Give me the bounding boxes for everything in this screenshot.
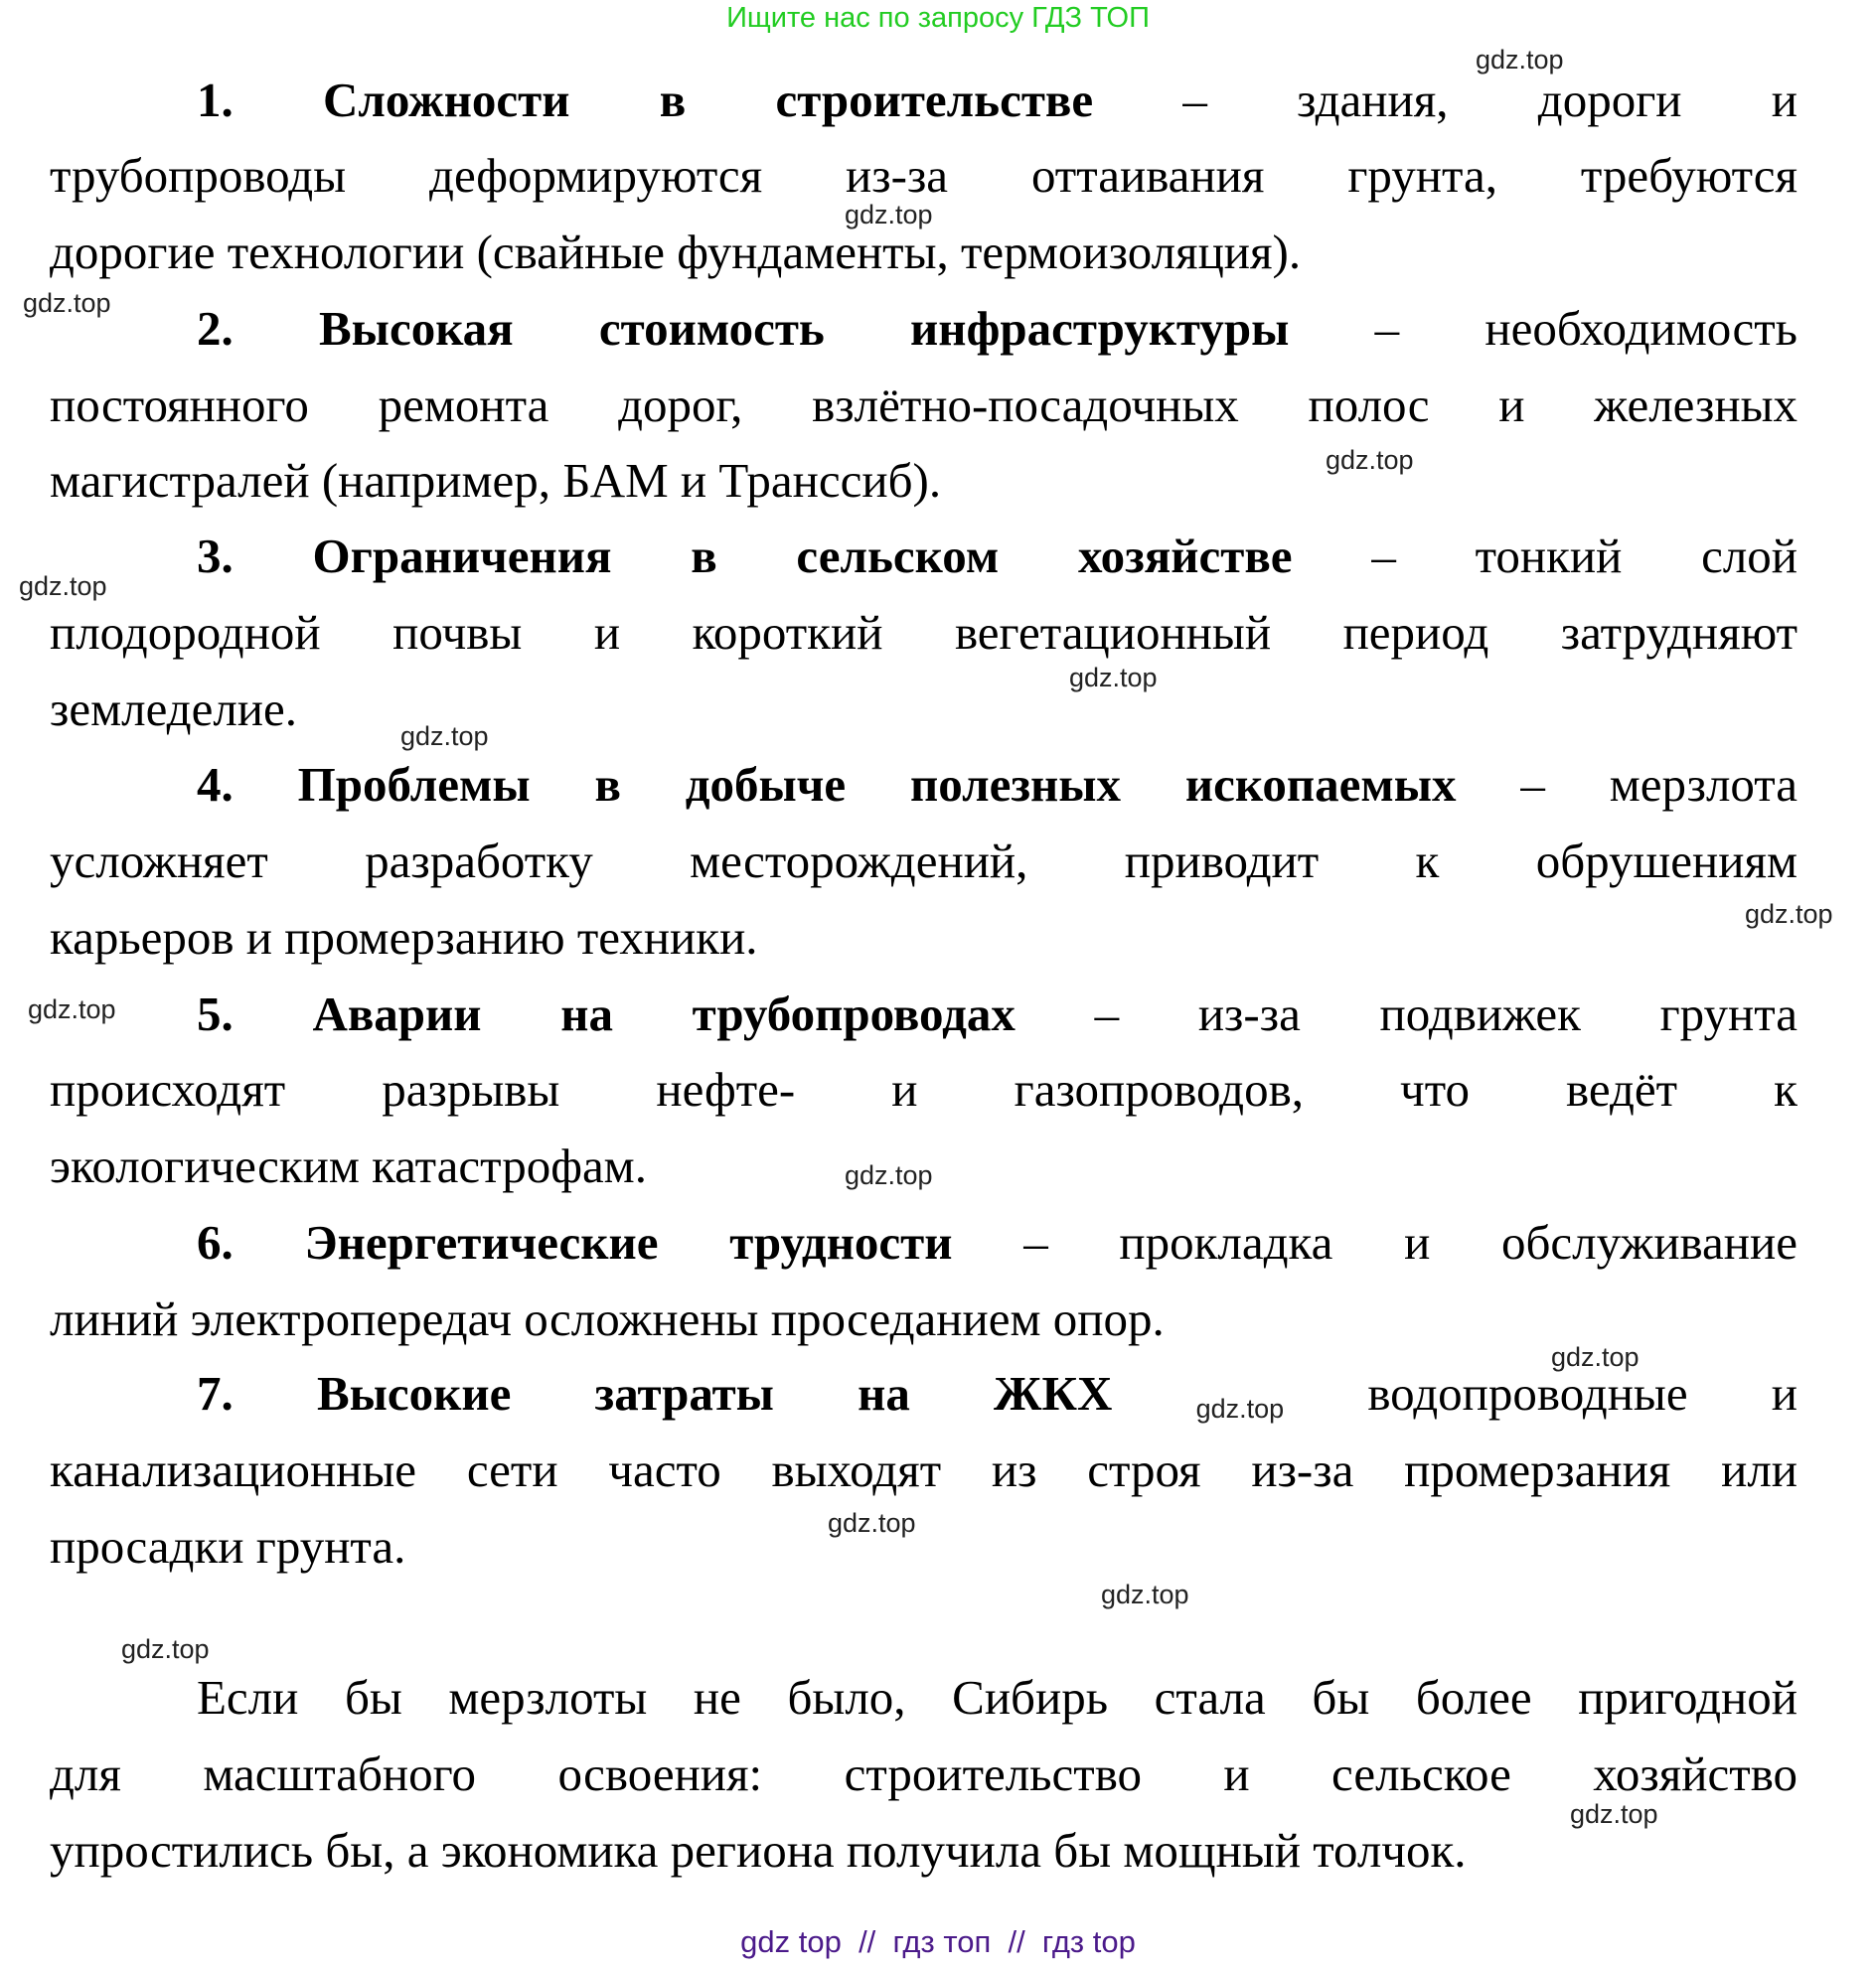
item-3-text: тонкий слой [1475, 529, 1798, 583]
watermark: gdz.top [23, 288, 111, 318]
item-6-number: 6. [197, 1215, 234, 1270]
item-7-line-2: канализационные сети часто выходят из строя из-за промерзания или [50, 1442, 1798, 1497]
item-5-text: из-за подвижек грунта [1197, 986, 1798, 1041]
watermark: gdz.top [845, 200, 933, 229]
item-7-line-1 [197, 1364, 1798, 1424]
watermark: gdz.top [1326, 445, 1414, 475]
watermark: gdz.top [1101, 1580, 1189, 1609]
item-5-line-1 [197, 985, 1798, 1044]
item-3-line-1 [197, 527, 1798, 586]
item-1-text: здания, дороги и [1297, 73, 1798, 127]
watermark: gdz.top [845, 1160, 933, 1190]
item-6-line-2: линий электропередач осложнены проседанием опор. [50, 1291, 1165, 1346]
conclusion-line-2: для масштабного освоения: строительство и сельское хозяйство [50, 1746, 1798, 1801]
item-4-line-1 [197, 755, 1798, 815]
watermark: gdz.top [1745, 899, 1833, 929]
item-1-number: 1. [197, 73, 234, 127]
conclusion-line-1: Если бы мерзлоты не было, Сибирь стала бы более пригодной [197, 1670, 1798, 1725]
search-banner: Ищите нас по запросу ГДЗ ТОП [726, 2, 1150, 34]
watermark: gdz.top [828, 1508, 916, 1538]
dash: – [1182, 73, 1207, 127]
watermark: gdz.top [19, 571, 107, 601]
item-1-line-3: дорогие технологии (свайные фундаменты, термоизоляция). [50, 225, 1302, 279]
dash: – [1371, 529, 1396, 583]
item-4-number: 4. [197, 757, 234, 812]
conclusion-line-3: упростились бы, а экономика региона получила бы мощный толчок. [50, 1823, 1467, 1878]
item-7-number: 7. [197, 1366, 234, 1421]
item-3-title: Ограничения в сельском хозяйстве [312, 529, 1293, 583]
item-6-line-1 [197, 1213, 1798, 1273]
footer-watermark: gdz top // гдз топ // гдз top [740, 1924, 1136, 1959]
item-1-title: Сложности в строительстве [323, 73, 1094, 127]
dash: – [1374, 301, 1400, 356]
item-7-title: Высокие затраты на ЖКХ [316, 1366, 1113, 1421]
item-5-line-3: экологическим катастрофам. [50, 1138, 647, 1193]
item-4-title: Проблемы в добыче полезных ископаемых [297, 757, 1457, 812]
item-2-title: Высокая стоимость инфраструктуры [319, 301, 1290, 356]
watermark: gdz.top [1570, 1799, 1658, 1829]
item-1-line-2: трубопроводы деформируются из-за оттаивания грунта, требуются [50, 148, 1798, 203]
item-3-number: 3. [197, 529, 234, 583]
item-4-text: мерзлота [1609, 757, 1798, 812]
item-4-line-2: усложняет разработку месторождений, приводит к обрушениям [50, 834, 1798, 888]
watermark: gdz.top [1551, 1342, 1640, 1372]
item-6-text: прокладка и обслуживание [1119, 1215, 1798, 1270]
item-3-line-2: плодородной почвы и короткий вегетационный период затрудняют [50, 605, 1798, 660]
item-2-line-1 [197, 299, 1798, 359]
item-4-line-3: карьеров и промерзанию техники. [50, 910, 758, 965]
item-5-title: Аварии на трубопроводах [312, 986, 1016, 1041]
dash: – [1520, 757, 1545, 812]
item-2-number: 2. [197, 301, 234, 356]
item-5-line-2: происходят разрывы нефте- и газопроводов, что ведёт к [50, 1062, 1798, 1117]
item-1-line-1 [197, 71, 1798, 130]
item-2-line-3: магистралей (например, БАМ и Транссиб). [50, 453, 942, 508]
dash: – [1023, 1215, 1048, 1270]
dash: – [1094, 986, 1120, 1041]
watermark-inline: gdz.top [1195, 1394, 1285, 1424]
watermark: gdz.top [400, 721, 489, 751]
watermark: gdz.top [28, 994, 116, 1024]
item-2-line-2: постоянного ремонта дорог, взлётно-посадочных полос и железных [50, 378, 1798, 432]
watermark: gdz.top [1476, 45, 1564, 75]
item-6-title: Энергетические трудности [304, 1215, 953, 1270]
item-2-text: необходимость [1485, 301, 1798, 356]
item-5-number: 5. [197, 986, 234, 1041]
watermark: gdz.top [1069, 663, 1158, 692]
watermark: gdz.top [121, 1634, 210, 1664]
item-7-text: водопроводные и [1367, 1366, 1798, 1421]
item-7-line-3: просадки грунта. [50, 1519, 406, 1574]
item-3-line-3: земледелие. [50, 682, 298, 736]
